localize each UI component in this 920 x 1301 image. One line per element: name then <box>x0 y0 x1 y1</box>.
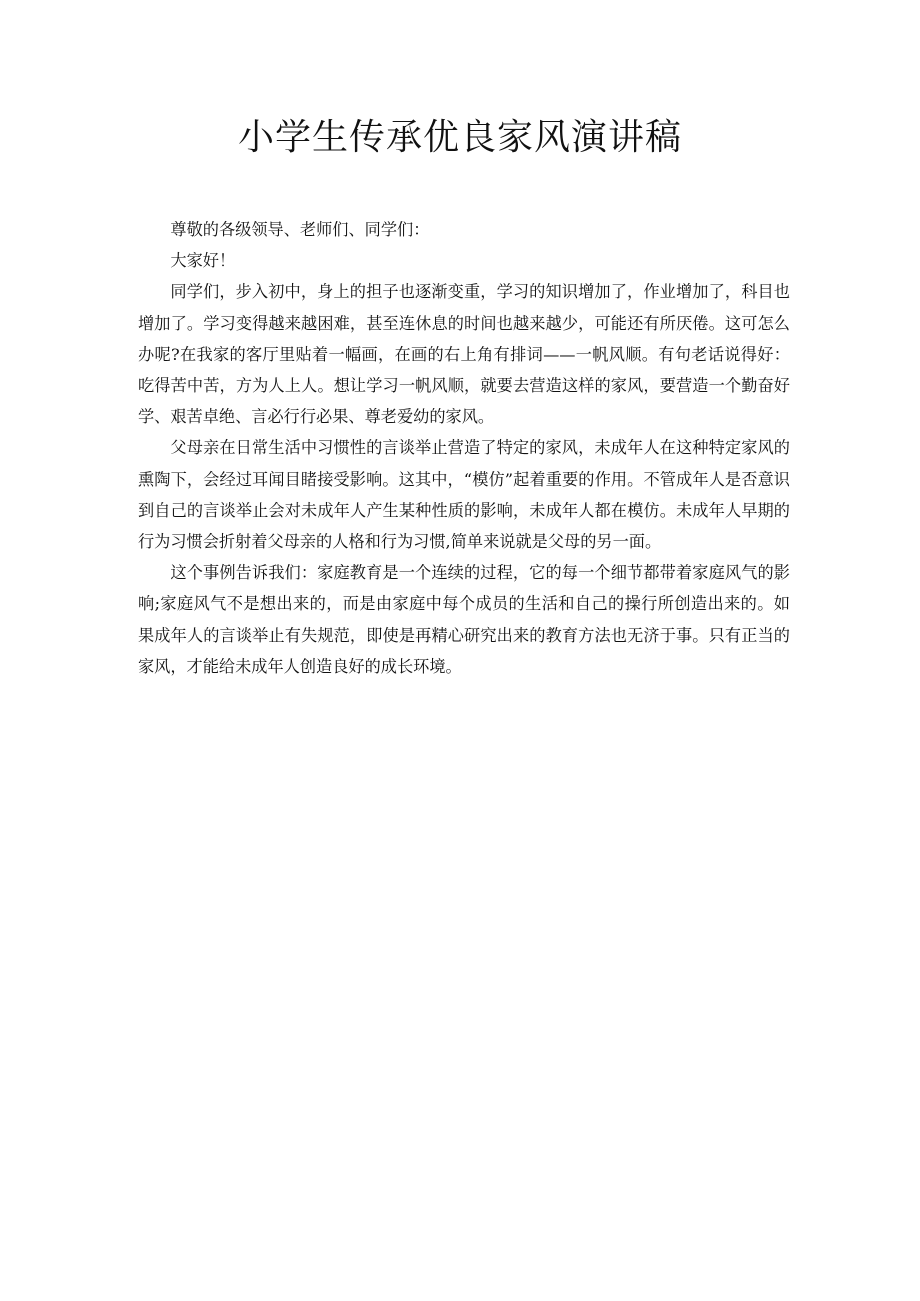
body-paragraph-2: 父母亲在日常生活中习惯性的言谈举止营造了特定的家风，未成年人在这种特定家风的熏陶下，会经过耳闻目睹接受影响。这其中，“模仿”起着重要的作用。不管成年人是否意识到自己的言谈举止会对未成年人产生某种性质的影响，未成年人都在模仿。未成年人早期的行为习惯会折射着父母亲的人格和行为习惯,简单来说就是父母的另一面。 <box>138 438 790 552</box>
greeting-paragraph: 大家好！ <box>170 251 236 271</box>
document-title: 小学生传承优良家风演讲稿 <box>237 117 682 158</box>
body-paragraph-1: 同学们，步入初中，身上的担子也逐渐变重，学习的知识增加了，作业增加了，科目也增加了。学习变得越来越困难，甚至连休息的时间也越来越少，可能还有所厌倦。这可怎么办呢?在我家的客厅里贴着一幅画，在画的右上角有排词——一帆风顺。有句老话说得好：吃得苦中苦，方为人上人。想让学习一帆风顺，就要去营造这样的家风，要营造一个勤奋好学、艰苦卓绝、言必行行必果、尊老爱幼的家风。 <box>138 282 790 427</box>
document-body <box>138 214 790 682</box>
body-paragraph-3: 这个事例告诉我们：家庭教育是一个连续的过程，它的每一个细节都带着家庭风气的影响;家庭风气不是想出来的，而是由家庭中每个成员的生活和自己的操行所创造出来的。如果成年人的言谈举止有失规范，即使是再精心研究出来的教育方法也无济于事。只有正当的家风，才能给未成年人创造良好的成长环境。 <box>138 563 790 676</box>
salutation-paragraph: 尊敬的各级领导、老师们、同学们： <box>170 220 430 239</box>
